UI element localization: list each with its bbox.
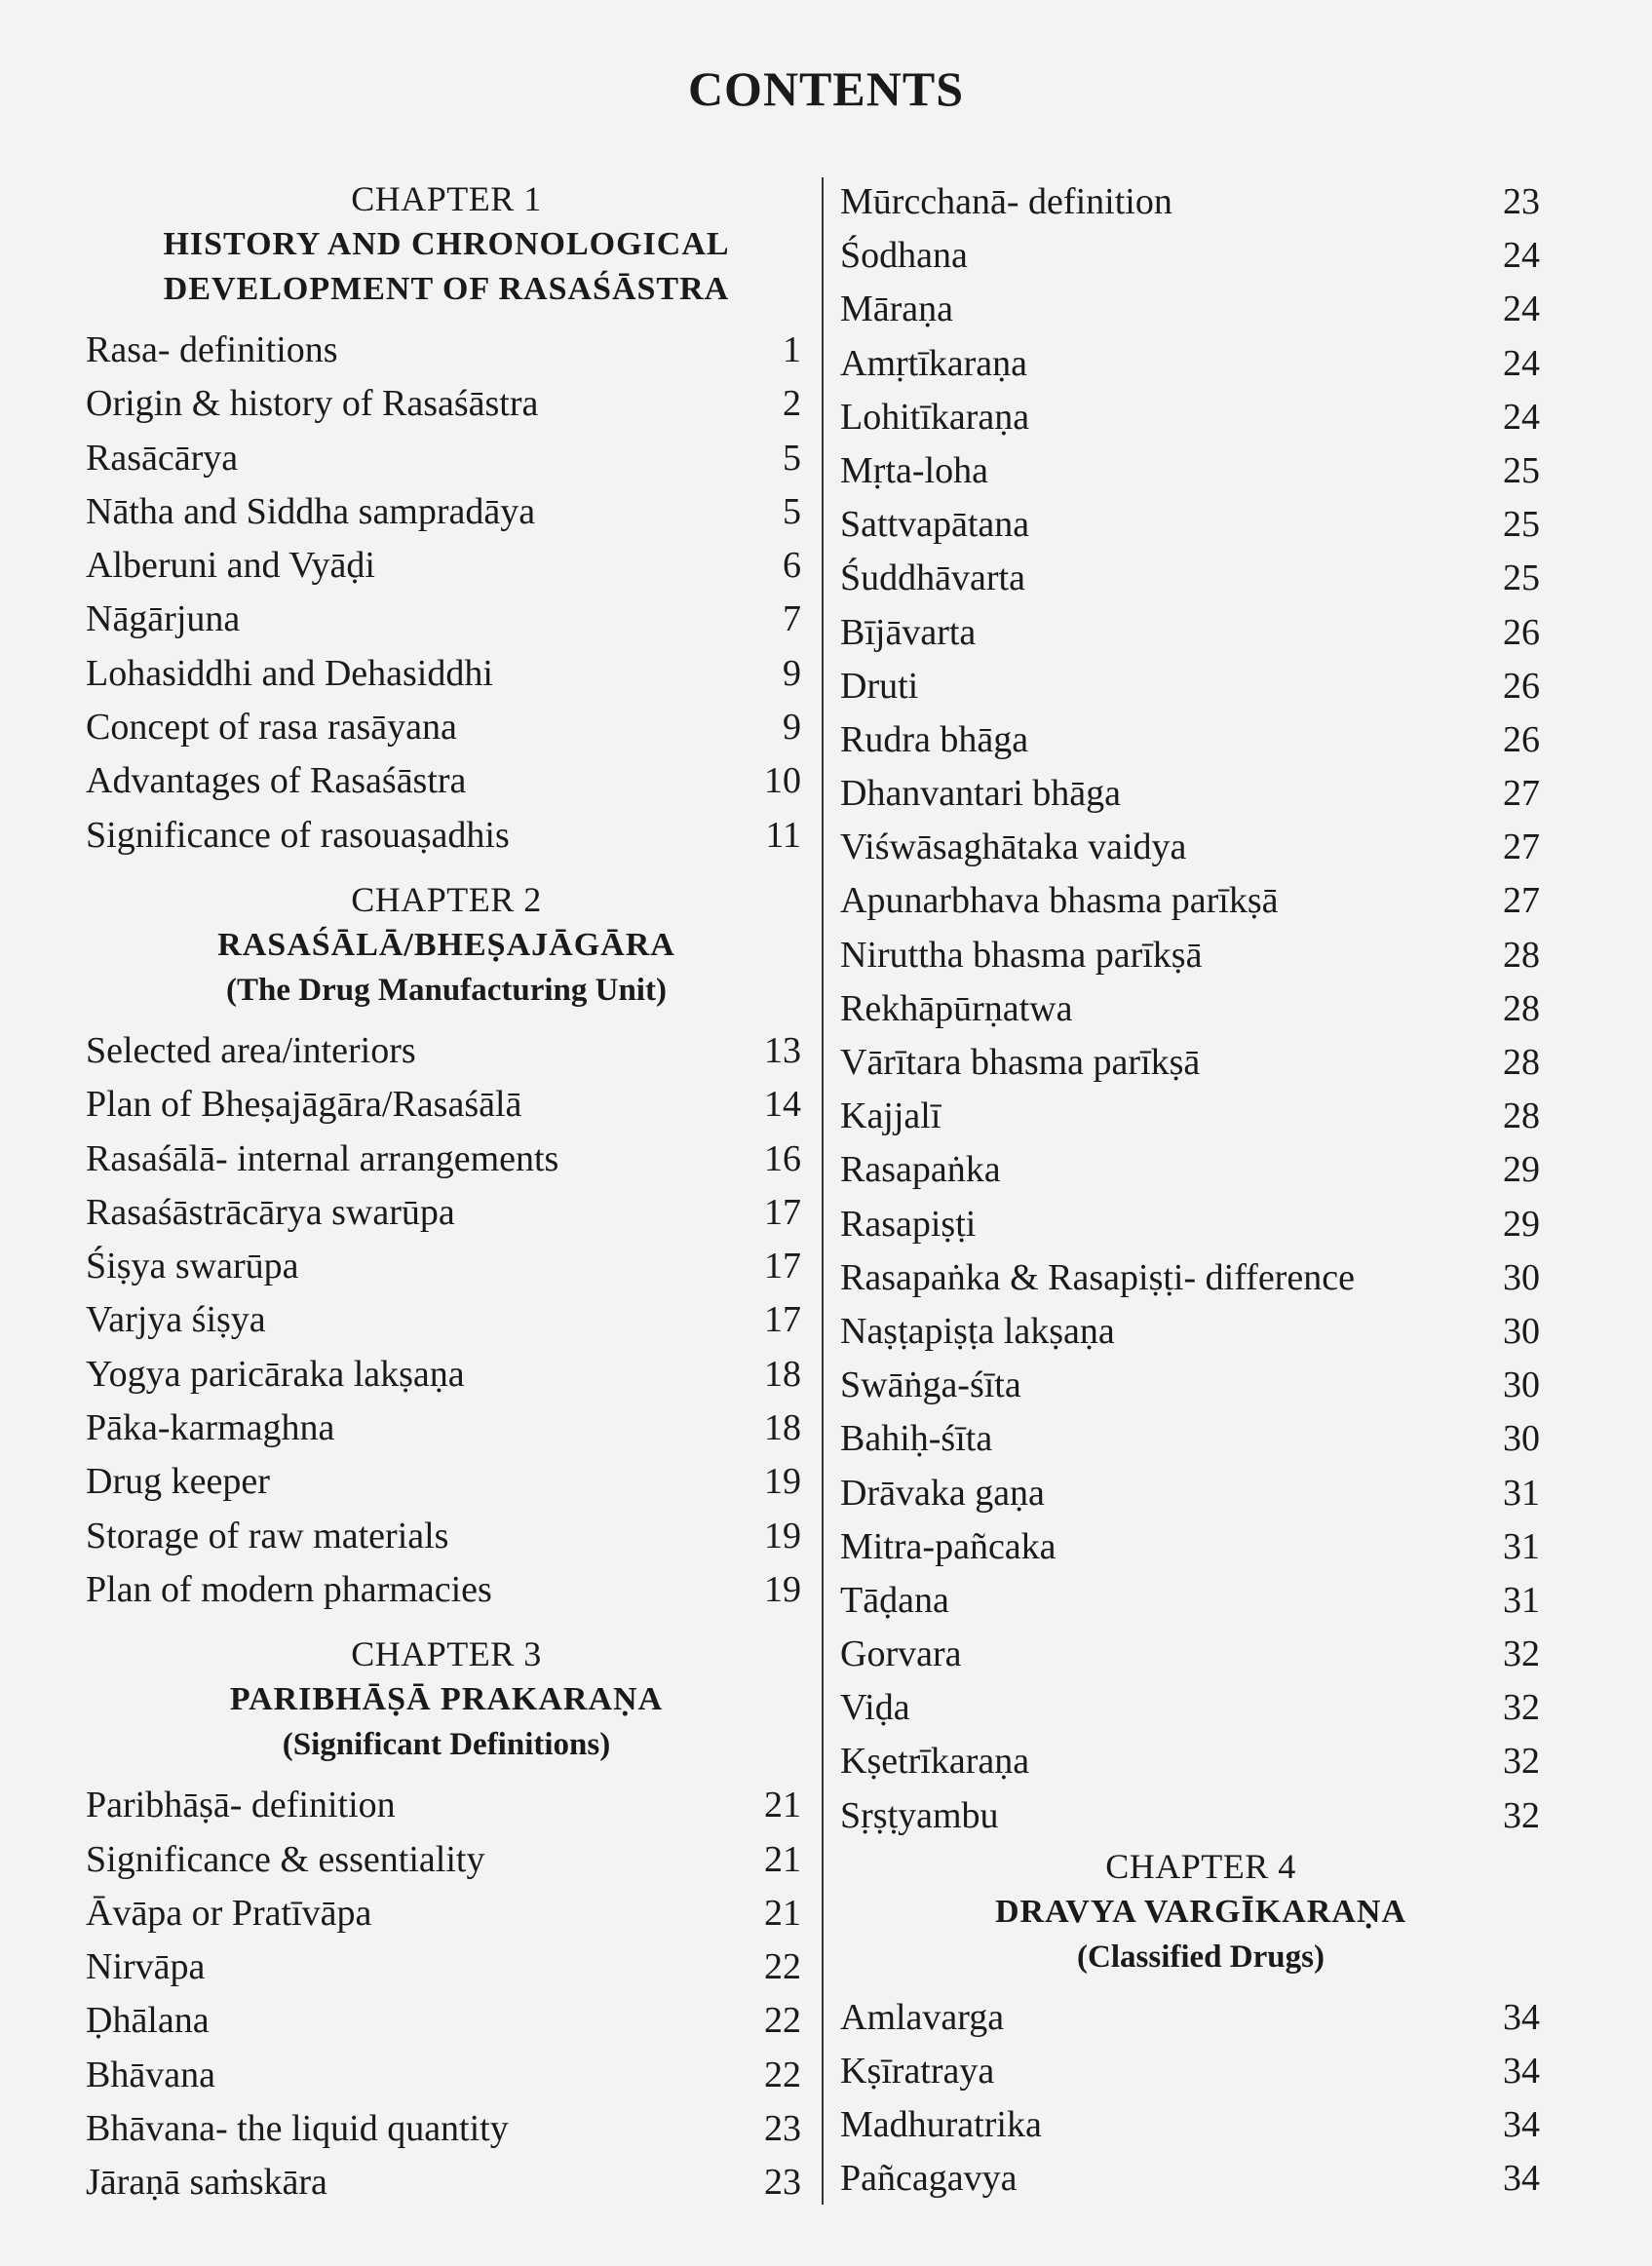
entry-label: Druti [840, 665, 919, 707]
entry-page: 27 [1503, 826, 1540, 868]
entry-label: Concept of rasa rasāyana [86, 707, 457, 749]
entry-label: Bahiḥ-śīta [840, 1418, 993, 1460]
entry-page: 32 [1503, 1741, 1540, 1783]
entry-label: Lohasiddhi and Dehasiddhi [86, 652, 493, 694]
toc-entry[interactable] [86, 539, 807, 593]
toc-entry[interactable] [86, 1186, 807, 1240]
chapter-2-heading [86, 876, 807, 1024]
entry-label: Vārītara bhasma parīkṣā [840, 1042, 1201, 1083]
entry-page: 18 [764, 1353, 801, 1395]
entry-page: 26 [1503, 718, 1540, 760]
entry-label: Rudra bhāga [840, 718, 1029, 760]
entry-label: Nirvāpa [86, 1946, 206, 1988]
entry-page: 16 [764, 1137, 801, 1179]
toc-entry[interactable] [840, 1251, 1561, 1305]
entry-page: 25 [1503, 557, 1540, 599]
chapter-subtitle: (Significant Definitions) [282, 1727, 611, 1763]
entry-label: Rekhāpūrṇatwa [840, 987, 1073, 1029]
entry-label: Selected area/interiors [86, 1029, 416, 1071]
entry-page: 32 [1503, 1633, 1540, 1675]
entry-page: 34 [1503, 2051, 1540, 2092]
toc-entry[interactable] [86, 1510, 807, 1563]
entry-label: Pañcagavya [840, 2158, 1018, 2200]
entry-page: 29 [1503, 1203, 1540, 1245]
entry-page: 14 [764, 1084, 801, 1126]
chapter-3-heading [86, 1631, 807, 1779]
entry-label: Rasa- definitions [86, 329, 338, 370]
entry-page: 18 [764, 1407, 801, 1449]
entry-label: Madhuratrika [840, 2104, 1042, 2146]
entry-page: 17 [764, 1299, 801, 1341]
toc-entry[interactable] [86, 1779, 807, 1832]
entry-page: 7 [783, 598, 801, 640]
toc-entry[interactable] [840, 606, 1561, 660]
toc-entry[interactable] [86, 1293, 807, 1347]
toc-entry[interactable] [840, 444, 1561, 498]
toc-entry[interactable] [840, 821, 1561, 874]
entry-label: Amlavarga [840, 1996, 1005, 2038]
entry-page: 22 [764, 2000, 801, 2042]
entry-label: Sattvapātana [840, 504, 1030, 546]
entry-label: Drāvaka gaṇa [840, 1472, 1045, 1514]
toc-entry[interactable] [86, 1133, 807, 1186]
toc-entry[interactable] [86, 2049, 807, 2102]
toc-entry[interactable] [86, 1994, 807, 2048]
entry-label: Significance of rasouaṣadhis [86, 814, 510, 856]
toc-entry[interactable] [840, 1735, 1561, 1788]
entry-label: Mṛta-loha [840, 449, 988, 491]
entry-label: Tāḍana [840, 1579, 949, 1621]
toc-entry[interactable] [86, 2102, 807, 2156]
chapter-number: CHAPTER 2 [351, 879, 542, 919]
chapter-1-heading [86, 175, 807, 324]
chapter-4-entries [840, 1991, 1561, 2207]
chapter-title: DEVELOPMENT OF RASAŚĀSTRA [163, 271, 730, 307]
entry-label: Rasapiṣṭi [840, 1203, 977, 1245]
entry-page: 19 [764, 1515, 801, 1556]
toc-entry[interactable] [86, 1887, 807, 1940]
entry-label: Swāṅga-śīta [840, 1364, 1021, 1406]
chapter-title: PARIBHĀṢĀ PRAKARAṆA [229, 1681, 664, 1718]
entry-page: 26 [1503, 665, 1540, 707]
chapter-number: CHAPTER 1 [351, 179, 542, 218]
toc-entry[interactable] [86, 809, 807, 863]
toc-entry[interactable] [86, 485, 807, 539]
entry-page: 28 [1503, 1095, 1540, 1137]
entry-page: 17 [764, 1191, 801, 1233]
chapter-subtitle: (The Drug Manufacturing Unit) [226, 972, 667, 1008]
entry-page: 27 [1503, 880, 1540, 922]
toc-entry[interactable] [840, 283, 1561, 336]
entry-label: Rasapaṅka [840, 1149, 1001, 1191]
entry-label: Ḍhālana [86, 2000, 210, 2042]
entry-label: Pāka-karmaghna [86, 1407, 335, 1449]
toc-entry[interactable] [840, 1143, 1561, 1197]
entry-page: 31 [1503, 1472, 1540, 1514]
entry-label: Alberuni and Vyāḍi [86, 545, 375, 587]
entry-label: Bījāvarta [840, 611, 977, 653]
contents-left-column [86, 175, 807, 2210]
toc-entry[interactable] [840, 1305, 1561, 1359]
entry-page: 34 [1503, 2158, 1540, 2200]
toc-entry[interactable] [840, 229, 1561, 283]
entry-page: 30 [1503, 1310, 1540, 1352]
entry-page: 28 [1503, 934, 1540, 976]
entry-label: Kajjalī [840, 1095, 941, 1137]
entry-label: Māraṇa [840, 288, 954, 330]
entry-page: 31 [1503, 1525, 1540, 1567]
toc-entry[interactable] [840, 1412, 1561, 1466]
entry-label: Mūrcchanā- definition [840, 181, 1172, 222]
entry-page: 2 [783, 383, 801, 425]
entry-label: Drug keeper [86, 1461, 270, 1503]
entry-page: 19 [764, 1461, 801, 1503]
entry-label: Storage of raw materials [86, 1515, 449, 1556]
entry-label: Rasaśāstrācārya swarūpa [86, 1191, 455, 1233]
entry-label: Nātha and Siddha sampradāya [86, 490, 536, 532]
chapter-title: DRAVYA VARGĪKARAṆA [995, 1893, 1406, 1930]
entry-label: Niruttha bhasma parīkṣā [840, 934, 1203, 976]
entry-page: 24 [1503, 396, 1540, 438]
entry-label: Varjya śiṣya [86, 1299, 266, 1341]
toc-entry[interactable] [840, 337, 1561, 391]
entry-page: 10 [764, 760, 801, 802]
toc-entry[interactable] [840, 929, 1561, 982]
entry-label: Lohitīkaraṇa [840, 396, 1030, 438]
entry-page: 13 [764, 1029, 801, 1071]
entry-page: 29 [1503, 1149, 1540, 1191]
entry-label: Gorvara [840, 1633, 962, 1675]
entry-page: 24 [1503, 288, 1540, 330]
toc-entry[interactable] [840, 2152, 1561, 2206]
toc-entry[interactable] [86, 1833, 807, 1887]
toc-entry[interactable] [86, 1455, 807, 1509]
toc-entry[interactable] [840, 660, 1561, 713]
entry-page: 25 [1503, 449, 1540, 491]
entry-label: Origin & history of Rasaśāstra [86, 383, 539, 425]
toc-entry[interactable] [86, 1940, 807, 1994]
toc-entry[interactable] [840, 982, 1561, 1036]
toc-entry[interactable] [840, 767, 1561, 821]
entry-page: 23 [1503, 181, 1540, 222]
entry-label: Jāraṇā saṁskāra [86, 2162, 327, 2204]
entry-label: Viḍa [840, 1687, 910, 1729]
toc-entry[interactable] [86, 1402, 807, 1455]
chapter-number: CHAPTER 3 [351, 1634, 542, 1674]
entry-label: Yogya paricāraka lakṣaṇa [86, 1353, 465, 1395]
entry-page: 26 [1503, 611, 1540, 653]
entry-label: Dhanvantari bhāga [840, 773, 1122, 815]
entry-label: Mitra-pañcaka [840, 1525, 1057, 1567]
toc-entry[interactable] [840, 1789, 1561, 1843]
entry-label: Significance & essentiality [86, 1838, 485, 1880]
entry-label: Rasācārya [86, 437, 239, 479]
chapter-4-heading [840, 1843, 1561, 1991]
toc-entry[interactable] [840, 2045, 1561, 2098]
entry-label: Rasapaṅka & Rasapiṣṭi- difference [840, 1256, 1355, 1298]
toc-entry[interactable] [86, 1024, 807, 1078]
toc-entry[interactable] [840, 1090, 1561, 1143]
chapter-3-entries-right [840, 175, 1561, 1843]
toc-entry[interactable] [840, 2098, 1561, 2152]
toc-entry[interactable] [840, 1991, 1561, 2045]
contents-right-column [840, 175, 1561, 2207]
chapter-title: HISTORY AND CHRONOLOGICAL [163, 226, 730, 262]
entry-page: 11 [765, 814, 801, 856]
toc-entry[interactable] [840, 1036, 1561, 1090]
entry-label: Plan of Bheṣajāgāra/Rasaśālā [86, 1084, 522, 1126]
entry-page: 28 [1503, 1042, 1540, 1083]
toc-entry[interactable] [840, 1681, 1561, 1735]
entry-page: 9 [783, 707, 801, 749]
entry-label: Rasaśālā- internal arrangements [86, 1137, 559, 1179]
column-divider [822, 177, 824, 2205]
toc-entry[interactable] [840, 175, 1561, 229]
entry-label: Bhāvana [86, 2054, 215, 2095]
toc-entry[interactable] [86, 701, 807, 754]
entry-page: 23 [764, 2108, 801, 2150]
entry-page: 24 [1503, 342, 1540, 384]
entry-page: 5 [783, 490, 801, 532]
toc-entry[interactable] [86, 1078, 807, 1132]
entry-page: 30 [1503, 1256, 1540, 1298]
toc-entry[interactable] [840, 1467, 1561, 1520]
toc-entry[interactable] [840, 874, 1561, 928]
toc-entry[interactable] [840, 1574, 1561, 1628]
toc-entry[interactable] [840, 1198, 1561, 1251]
entry-label: Śuddhāvarta [840, 557, 1025, 599]
toc-entry[interactable] [86, 324, 807, 377]
entry-page: 17 [764, 1246, 801, 1287]
chapter-subtitle: (Classified Drugs) [1077, 1939, 1325, 1975]
entry-label: Naṣṭapiṣṭa lakṣaṇa [840, 1310, 1115, 1352]
chapter-3-entries-left [86, 1779, 807, 2209]
toc-entry[interactable] [840, 498, 1561, 552]
toc-entry[interactable] [840, 1628, 1561, 1681]
entry-page: 5 [783, 437, 801, 479]
entry-page: 31 [1503, 1579, 1540, 1621]
entry-label: Śiṣya swarūpa [86, 1246, 299, 1287]
entry-page: 32 [1503, 1687, 1540, 1729]
entry-page: 23 [764, 2162, 801, 2204]
chapter-1-entries [86, 324, 807, 863]
entry-page: 9 [783, 652, 801, 694]
page-title: CONTENTS [687, 61, 965, 116]
entry-page: 27 [1503, 773, 1540, 815]
entry-label: Viśwāsaghātaka vaidya [840, 826, 1187, 868]
toc-entry[interactable] [86, 1240, 807, 1293]
entry-label: Apunarbhava bhasma parīkṣā [840, 880, 1279, 922]
entry-page: 34 [1503, 1996, 1540, 2038]
entry-label: Sṛṣṭyambu [840, 1794, 999, 1836]
entry-label: Bhāvana- the liquid quantity [86, 2108, 509, 2150]
toc-entry[interactable] [86, 432, 807, 485]
entry-page: 19 [764, 1568, 801, 1610]
entry-label: Amṛtīkaraṇa [840, 342, 1028, 384]
chapter-title: RASAŚĀLĀ/BHEṢAJĀGĀRA [217, 926, 675, 963]
entry-page: 24 [1503, 235, 1540, 277]
toc-entry[interactable] [840, 713, 1561, 767]
entry-label: Advantages of Rasaśāstra [86, 760, 467, 802]
entry-label: Kṣīratraya [840, 2051, 995, 2092]
entry-page: 21 [764, 1892, 801, 1934]
toc-entry[interactable] [840, 1520, 1561, 1574]
entry-page: 25 [1503, 504, 1540, 546]
entry-label: Śodhana [840, 235, 968, 277]
chapter-2-entries [86, 1024, 807, 1617]
entry-page: 1 [783, 329, 801, 370]
entry-label: Āvāpa or Pratīvāpa [86, 1892, 372, 1934]
entry-page: 21 [764, 1838, 801, 1880]
toc-entry[interactable] [86, 1563, 807, 1617]
entry-page: 22 [764, 2054, 801, 2095]
toc-entry[interactable] [86, 377, 807, 431]
toc-entry[interactable] [86, 593, 807, 646]
toc-entry[interactable] [840, 552, 1561, 605]
chapter-number: CHAPTER 4 [1105, 1846, 1296, 1886]
entry-page: 6 [783, 545, 801, 587]
entry-label: Kṣetrīkaraṇa [840, 1741, 1030, 1783]
entry-page: 30 [1503, 1364, 1540, 1406]
entry-page: 32 [1503, 1794, 1540, 1836]
entry-page: 28 [1503, 987, 1540, 1029]
toc-entry[interactable] [840, 391, 1561, 444]
entry-page: 30 [1503, 1418, 1540, 1460]
toc-entry[interactable] [86, 647, 807, 701]
entry-page: 21 [764, 1785, 801, 1826]
entry-label: Plan of modern pharmacies [86, 1568, 492, 1610]
toc-entry[interactable] [86, 754, 807, 808]
entry-page: 34 [1503, 2104, 1540, 2146]
entry-label: Paribhāṣā- definition [86, 1785, 396, 1826]
toc-entry[interactable] [86, 1348, 807, 1402]
toc-entry[interactable] [86, 2156, 807, 2209]
entry-label: Nāgārjuna [86, 598, 241, 640]
toc-entry[interactable] [840, 1359, 1561, 1412]
entry-page: 22 [764, 1946, 801, 1988]
